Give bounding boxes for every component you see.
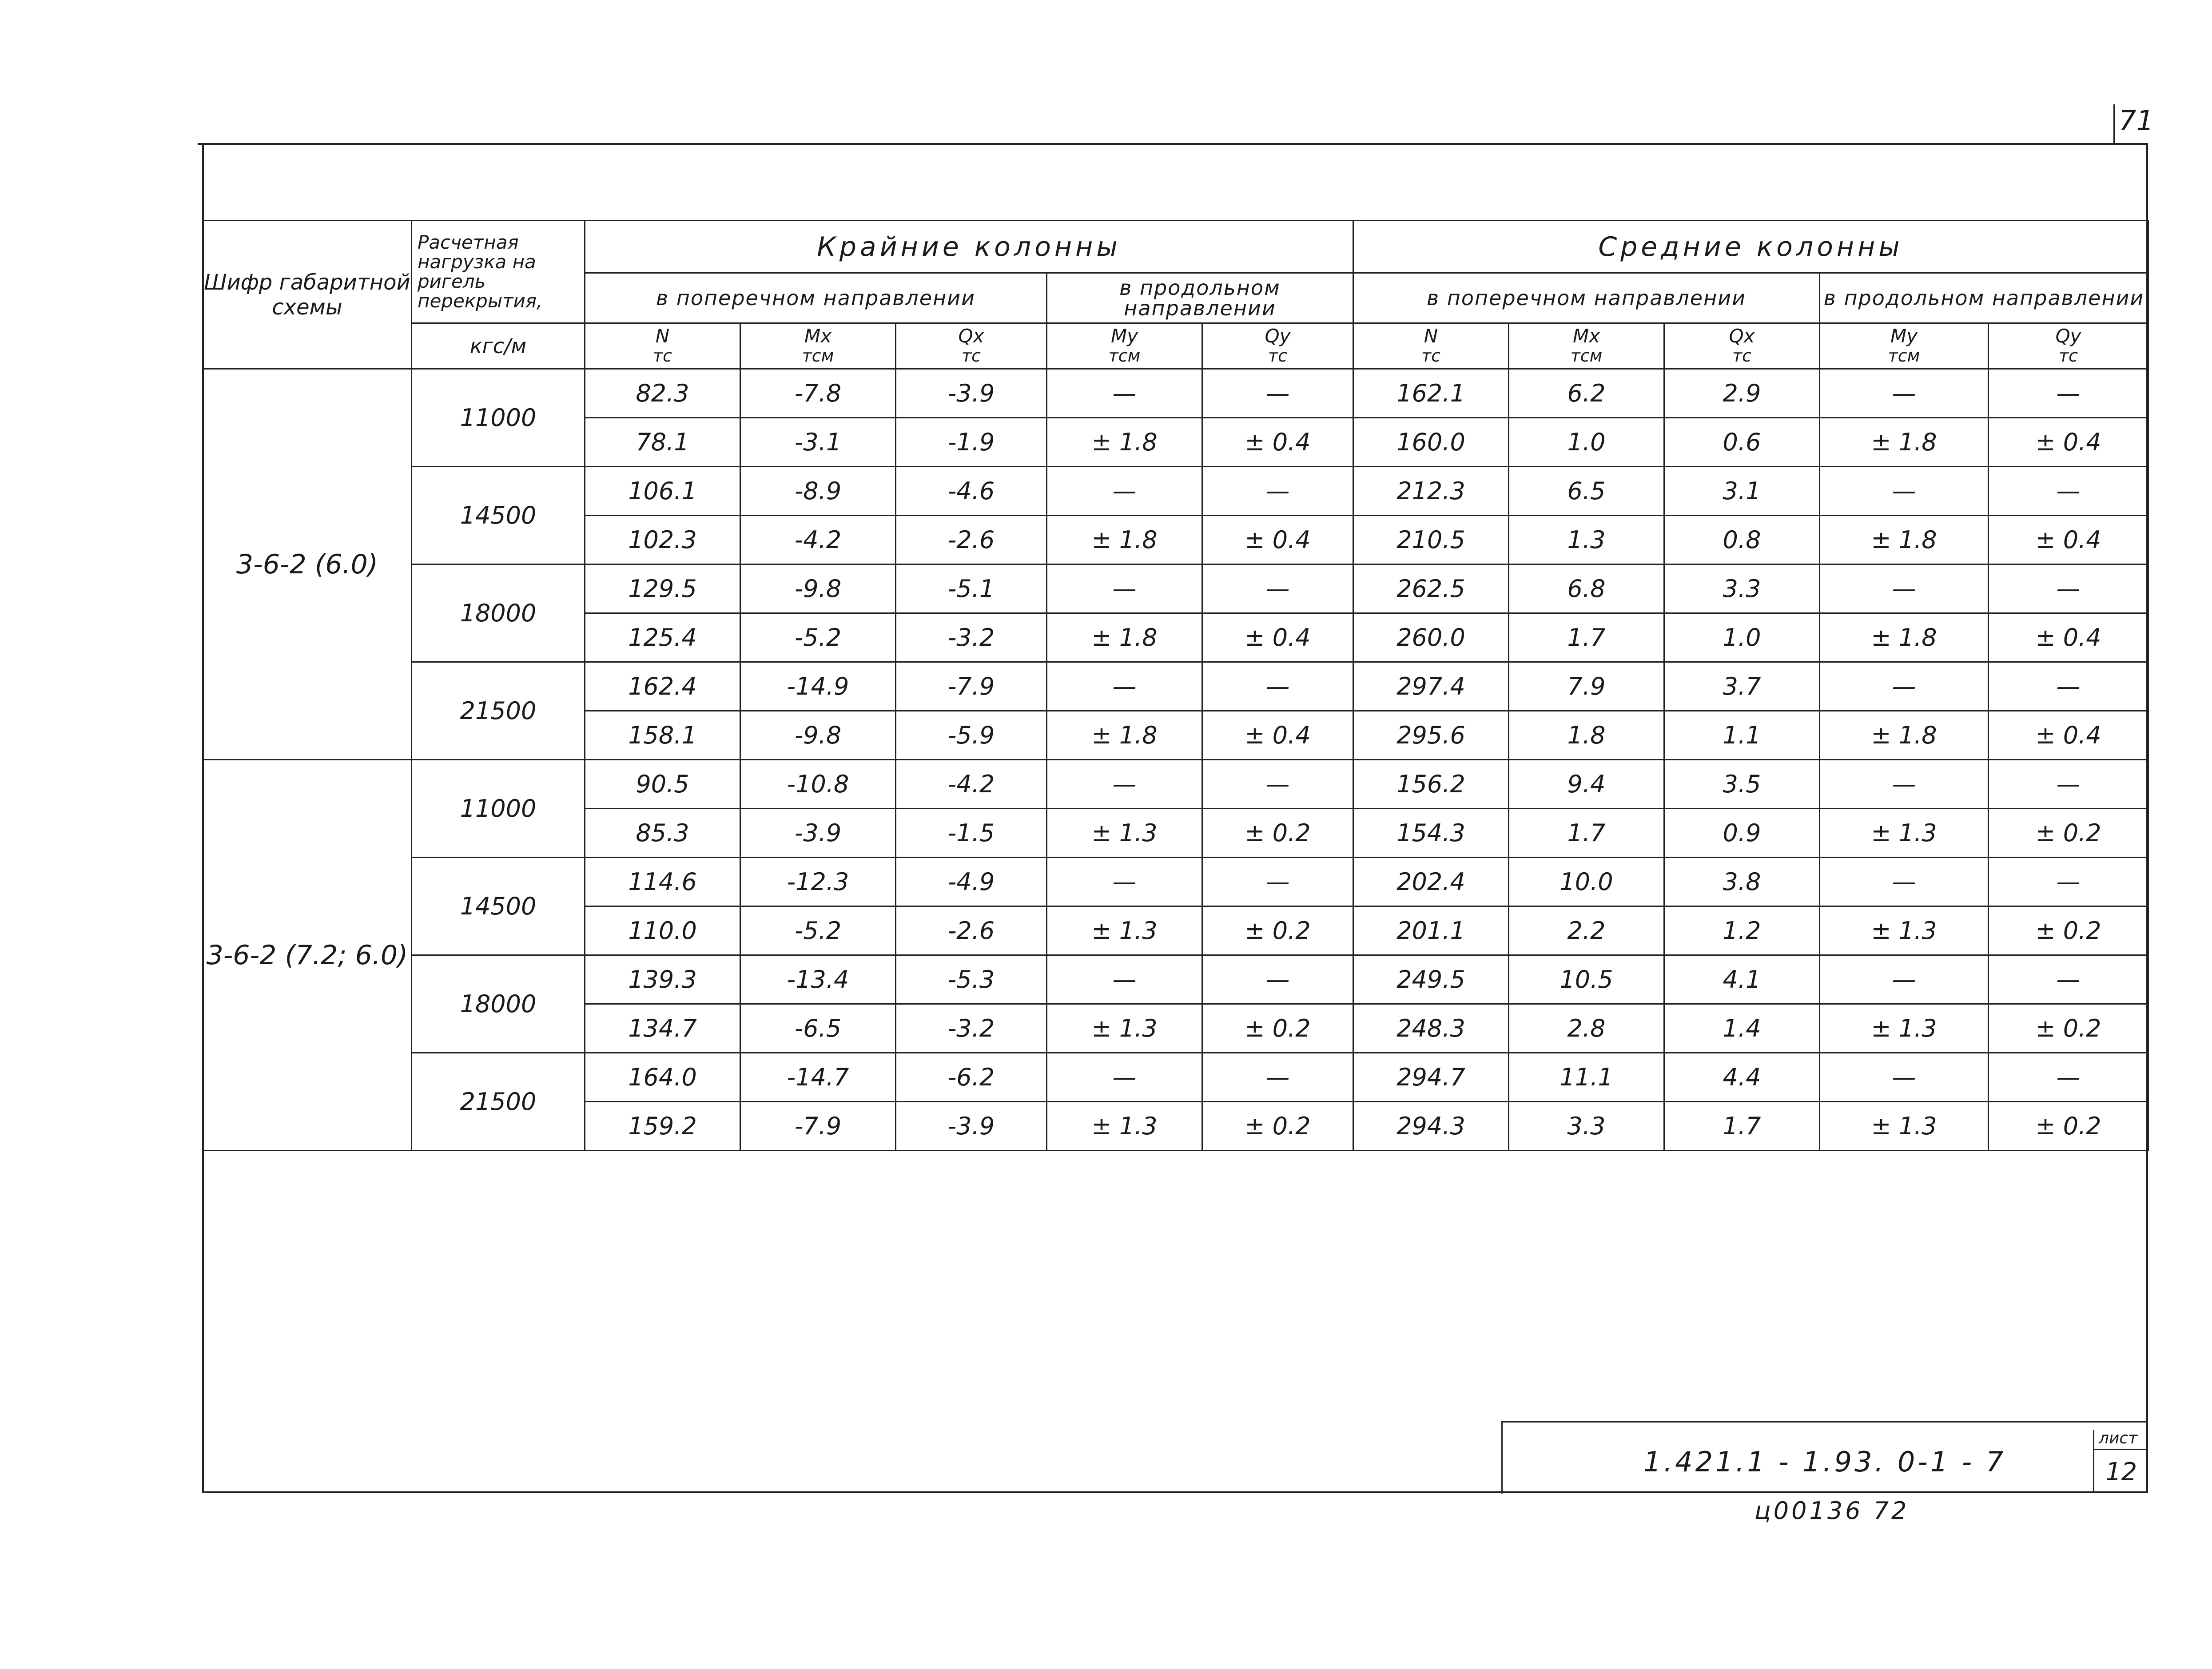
value-cell: 1.3 [1509,516,1664,564]
value-cell: — [1820,662,1989,711]
value-cell: 2.8 [1509,1004,1664,1053]
value-cell: -12.3 [740,858,896,906]
value-cell: — [1202,760,1353,809]
value-cell: 10.0 [1509,858,1664,906]
value-cell: 125.4 [585,613,740,662]
value-cell: ± 0.2 [1202,809,1353,858]
value-cell: ± 1.3 [1820,809,1989,858]
column-unit: тс [1732,346,1752,366]
value-cell: — [1202,369,1353,418]
column-header [585,323,740,369]
value-cell: — [1047,564,1202,613]
column-unit: тсм [802,346,834,366]
value-cell: 260.0 [1353,613,1509,662]
value-cell: 212.3 [1353,467,1509,516]
table-row [203,467,2148,516]
value-cell: -6.5 [740,1004,896,1053]
value-cell: ± 0.2 [1202,906,1353,955]
column-unit: тс [1421,346,1441,366]
value-cell: 3.3 [1664,564,1820,613]
value-cell: — [1202,955,1353,1004]
value-cell: 10.5 [1509,955,1664,1004]
value-cell: -5.2 [740,613,896,662]
scheme-cell: 3-6-2 (6.0) [203,369,412,760]
load-cell: 11000 [412,369,585,467]
value-cell: 154.3 [1353,809,1509,858]
value-cell: 11.1 [1509,1053,1664,1102]
column-header [1989,323,2148,369]
value-cell: 6.5 [1509,467,1664,516]
value-cell: -8.9 [740,467,896,516]
value-cell: -5.9 [896,711,1047,760]
column-unit: тсм [1888,346,1920,366]
value-cell: -14.9 [740,662,896,711]
value-cell: — [1989,760,2148,809]
load-header: Расчетная нагрузка на ригель перекрытия, [412,221,585,323]
value-cell: 114.6 [585,858,740,906]
table-row [203,662,2148,711]
value-cell: — [1202,662,1353,711]
edge-longitudinal-header: в продольном направлении [1047,273,1353,323]
value-cell: 158.1 [585,711,740,760]
value-cell: 294.3 [1353,1102,1509,1151]
column-header [1509,323,1664,369]
value-cell: ± 1.8 [1047,418,1202,467]
value-cell: 248.3 [1353,1004,1509,1053]
value-cell: -3.2 [896,613,1047,662]
value-cell: -4.2 [740,516,896,564]
value-cell: — [1820,564,1989,613]
value-cell: -5.1 [896,564,1047,613]
table-row [203,760,2148,809]
value-cell: 0.9 [1664,809,1820,858]
value-cell: ± 0.4 [1202,613,1353,662]
value-cell: — [1820,369,1989,418]
column-unit: тс [652,346,672,366]
value-cell: — [1202,1053,1353,1102]
column-unit: тсм [1108,346,1141,366]
value-cell: -2.6 [896,906,1047,955]
value-cell: ± 0.2 [1989,906,2148,955]
value-cell: -3.9 [896,1102,1047,1151]
value-cell: — [1820,760,1989,809]
value-cell: ± 0.4 [1202,711,1353,760]
value-cell: — [1989,467,2148,516]
value-cell: 129.5 [585,564,740,613]
value-cell: ± 1.8 [1820,418,1989,467]
value-cell: -7.9 [740,1102,896,1151]
value-cell: -7.8 [740,369,896,418]
value-cell: 2.9 [1664,369,1820,418]
value-cell: ± 1.3 [1820,906,1989,955]
edge-transverse-header: в поперечном направлении [585,273,1047,323]
value-cell: 1.1 [1664,711,1820,760]
value-cell: 0.6 [1664,418,1820,467]
value-cell: 295.6 [1353,711,1509,760]
value-cell: ± 1.3 [1820,1102,1989,1151]
value-cell: 262.5 [1353,564,1509,613]
document-code: 1.421.1 - 1.93. 0-1 - 7 [1643,1446,2006,1478]
column-name: Qy [2055,325,2081,347]
value-cell: 3.5 [1664,760,1820,809]
column-header [1820,323,1989,369]
value-cell: ± 0.2 [1989,809,2148,858]
value-cell: 156.2 [1353,760,1509,809]
sheet-label: лист [2099,1429,2138,1447]
column-name: N [655,325,670,347]
value-cell: ± 1.3 [1047,1102,1202,1151]
value-cell: -1.9 [896,418,1047,467]
value-cell: 1.2 [1664,906,1820,955]
value-cell: 0.8 [1664,516,1820,564]
value-cell: — [1989,955,2148,1004]
value-cell: ± 0.4 [1989,516,2148,564]
load-cell: 14500 [412,467,585,564]
table-row [203,858,2148,906]
value-cell: — [1820,467,1989,516]
column-name: My [1110,325,1138,347]
sheet-box-divider [2093,1449,2146,1450]
value-cell: -9.8 [740,564,896,613]
archive-mark: ц00136 72 [1754,1497,1910,1525]
value-cell: ± 0.4 [1989,613,2148,662]
value-cell: — [1989,1053,2148,1102]
value-cell: — [1202,858,1353,906]
value-cell: 1.7 [1509,809,1664,858]
value-cell: ± 1.8 [1820,516,1989,564]
value-cell: ± 0.4 [1202,418,1353,467]
value-cell: — [1989,858,2148,906]
value-cell: -6.2 [896,1053,1047,1102]
value-cell: 9.4 [1509,760,1664,809]
column-name: My [1890,325,1918,347]
value-cell: ± 0.2 [1989,1102,2148,1151]
column-name: Mx [804,325,832,347]
value-cell: ± 1.8 [1820,613,1989,662]
column-unit: тс [961,346,981,366]
value-cell: 7.9 [1509,662,1664,711]
value-cell: 1.7 [1664,1102,1820,1151]
table-row [203,955,2148,1004]
column-header [1202,323,1353,369]
value-cell: 1.4 [1664,1004,1820,1053]
value-cell: 6.2 [1509,369,1664,418]
value-cell: 210.5 [1353,516,1509,564]
load-cell: 18000 [412,564,585,662]
middle-columns-header: Средние колонны [1353,221,2148,273]
scheme-header: Шифр габаритной схемы [203,221,412,369]
value-cell: — [1047,662,1202,711]
forces-table [202,220,2149,1151]
column-header [1664,323,1820,369]
value-cell: -4.6 [896,467,1047,516]
value-cell: 4.4 [1664,1053,1820,1102]
middle-transverse-header: в поперечном направлении [1353,273,1820,323]
value-cell: ± 1.8 [1820,711,1989,760]
value-cell: -3.9 [740,809,896,858]
value-cell: ± 0.2 [1989,1004,2148,1053]
value-cell: -1.5 [896,809,1047,858]
value-cell: 4.1 [1664,955,1820,1004]
middle-longitudinal-header: в продольном направлении [1820,273,2148,323]
value-cell: -10.8 [740,760,896,809]
value-cell: — [1820,1053,1989,1102]
value-cell: 3.8 [1664,858,1820,906]
page-number-divider [2113,104,2115,143]
value-cell: 3.3 [1509,1102,1664,1151]
value-cell: 6.8 [1509,564,1664,613]
column-unit: тс [1268,346,1288,366]
value-cell: — [1989,662,2148,711]
value-cell: -3.1 [740,418,896,467]
frame-top-line [198,143,2148,145]
value-cell: 3.1 [1664,467,1820,516]
value-cell: -9.8 [740,711,896,760]
column-name: Qx [958,325,984,347]
column-header [740,323,896,369]
column-header [896,323,1047,369]
table-row [203,369,2148,418]
value-cell: -4.2 [896,760,1047,809]
value-cell: 134.7 [585,1004,740,1053]
value-cell: — [1047,955,1202,1004]
edge-columns-header: Крайние колонны [585,221,1353,273]
value-cell: -4.9 [896,858,1047,906]
load-cell: 14500 [412,858,585,955]
load-cell: 21500 [412,662,585,760]
value-cell: — [1202,467,1353,516]
page-number: 71 [2119,104,2154,137]
value-cell: ± 0.2 [1202,1102,1353,1151]
value-cell: -3.9 [896,369,1047,418]
value-cell: 1.0 [1509,418,1664,467]
column-header [1047,323,1202,369]
value-cell: ± 1.8 [1047,711,1202,760]
value-cell: ± 0.4 [1202,516,1353,564]
value-cell: 201.1 [1353,906,1509,955]
value-cell: 294.7 [1353,1053,1509,1102]
value-cell: — [1820,858,1989,906]
column-name: N [1424,325,1438,347]
value-cell: — [1989,369,2148,418]
load-cell: 18000 [412,955,585,1053]
value-cell: 3.7 [1664,662,1820,711]
value-cell: 78.1 [585,418,740,467]
scheme-cell: 3-6-2 (7.2; 6.0) [203,760,412,1151]
value-cell: -7.9 [896,662,1047,711]
value-cell: 2.2 [1509,906,1664,955]
value-cell: 249.5 [1353,955,1509,1004]
load-unit: кгс/м [412,323,585,369]
value-cell: 85.3 [585,809,740,858]
value-cell: 160.0 [1353,418,1509,467]
value-cell: ± 1.3 [1820,1004,1989,1053]
value-cell: — [1047,369,1202,418]
value-cell: ± 0.4 [1989,418,2148,467]
value-cell: -2.6 [896,516,1047,564]
value-cell: 90.5 [585,760,740,809]
table-row [203,1053,2148,1102]
sheet-number: 12 [2105,1458,2137,1486]
value-cell: ± 1.8 [1047,516,1202,564]
value-cell: 139.3 [585,955,740,1004]
value-cell: — [1047,467,1202,516]
value-cell: 82.3 [585,369,740,418]
load-cell: 11000 [412,760,585,858]
value-cell: — [1047,1053,1202,1102]
column-name: Qx [1729,325,1755,347]
value-cell: — [1820,955,1989,1004]
value-cell: 164.0 [585,1053,740,1102]
value-cell: 102.3 [585,516,740,564]
load-cell: 21500 [412,1053,585,1151]
value-cell: 106.1 [585,467,740,516]
column-header [1353,323,1509,369]
value-cell: -5.2 [740,906,896,955]
value-cell: -3.2 [896,1004,1047,1053]
value-cell: ± 0.2 [1202,1004,1353,1053]
value-cell: ± 1.3 [1047,809,1202,858]
column-name: Qy [1265,325,1291,347]
value-cell: — [1047,760,1202,809]
value-cell: -5.3 [896,955,1047,1004]
table-row [203,564,2148,613]
value-cell: ± 1.3 [1047,906,1202,955]
value-cell: 1.0 [1664,613,1820,662]
value-cell: 1.7 [1509,613,1664,662]
value-cell: 162.1 [1353,369,1509,418]
column-name: Mx [1572,325,1600,347]
value-cell: ± 1.8 [1047,613,1202,662]
column-unit: тс [2059,346,2078,366]
column-unit: тсм [1570,346,1603,366]
value-cell: -13.4 [740,955,896,1004]
value-cell: 159.2 [585,1102,740,1151]
value-cell: 1.8 [1509,711,1664,760]
value-cell: 297.4 [1353,662,1509,711]
value-cell: ± 1.3 [1047,1004,1202,1053]
value-cell: 202.4 [1353,858,1509,906]
value-cell: 110.0 [585,906,740,955]
value-cell: 162.4 [585,662,740,711]
value-cell: — [1047,858,1202,906]
value-cell: — [1202,564,1353,613]
value-cell: ± 0.4 [1989,711,2148,760]
value-cell: — [1989,564,2148,613]
value-cell: -14.7 [740,1053,896,1102]
